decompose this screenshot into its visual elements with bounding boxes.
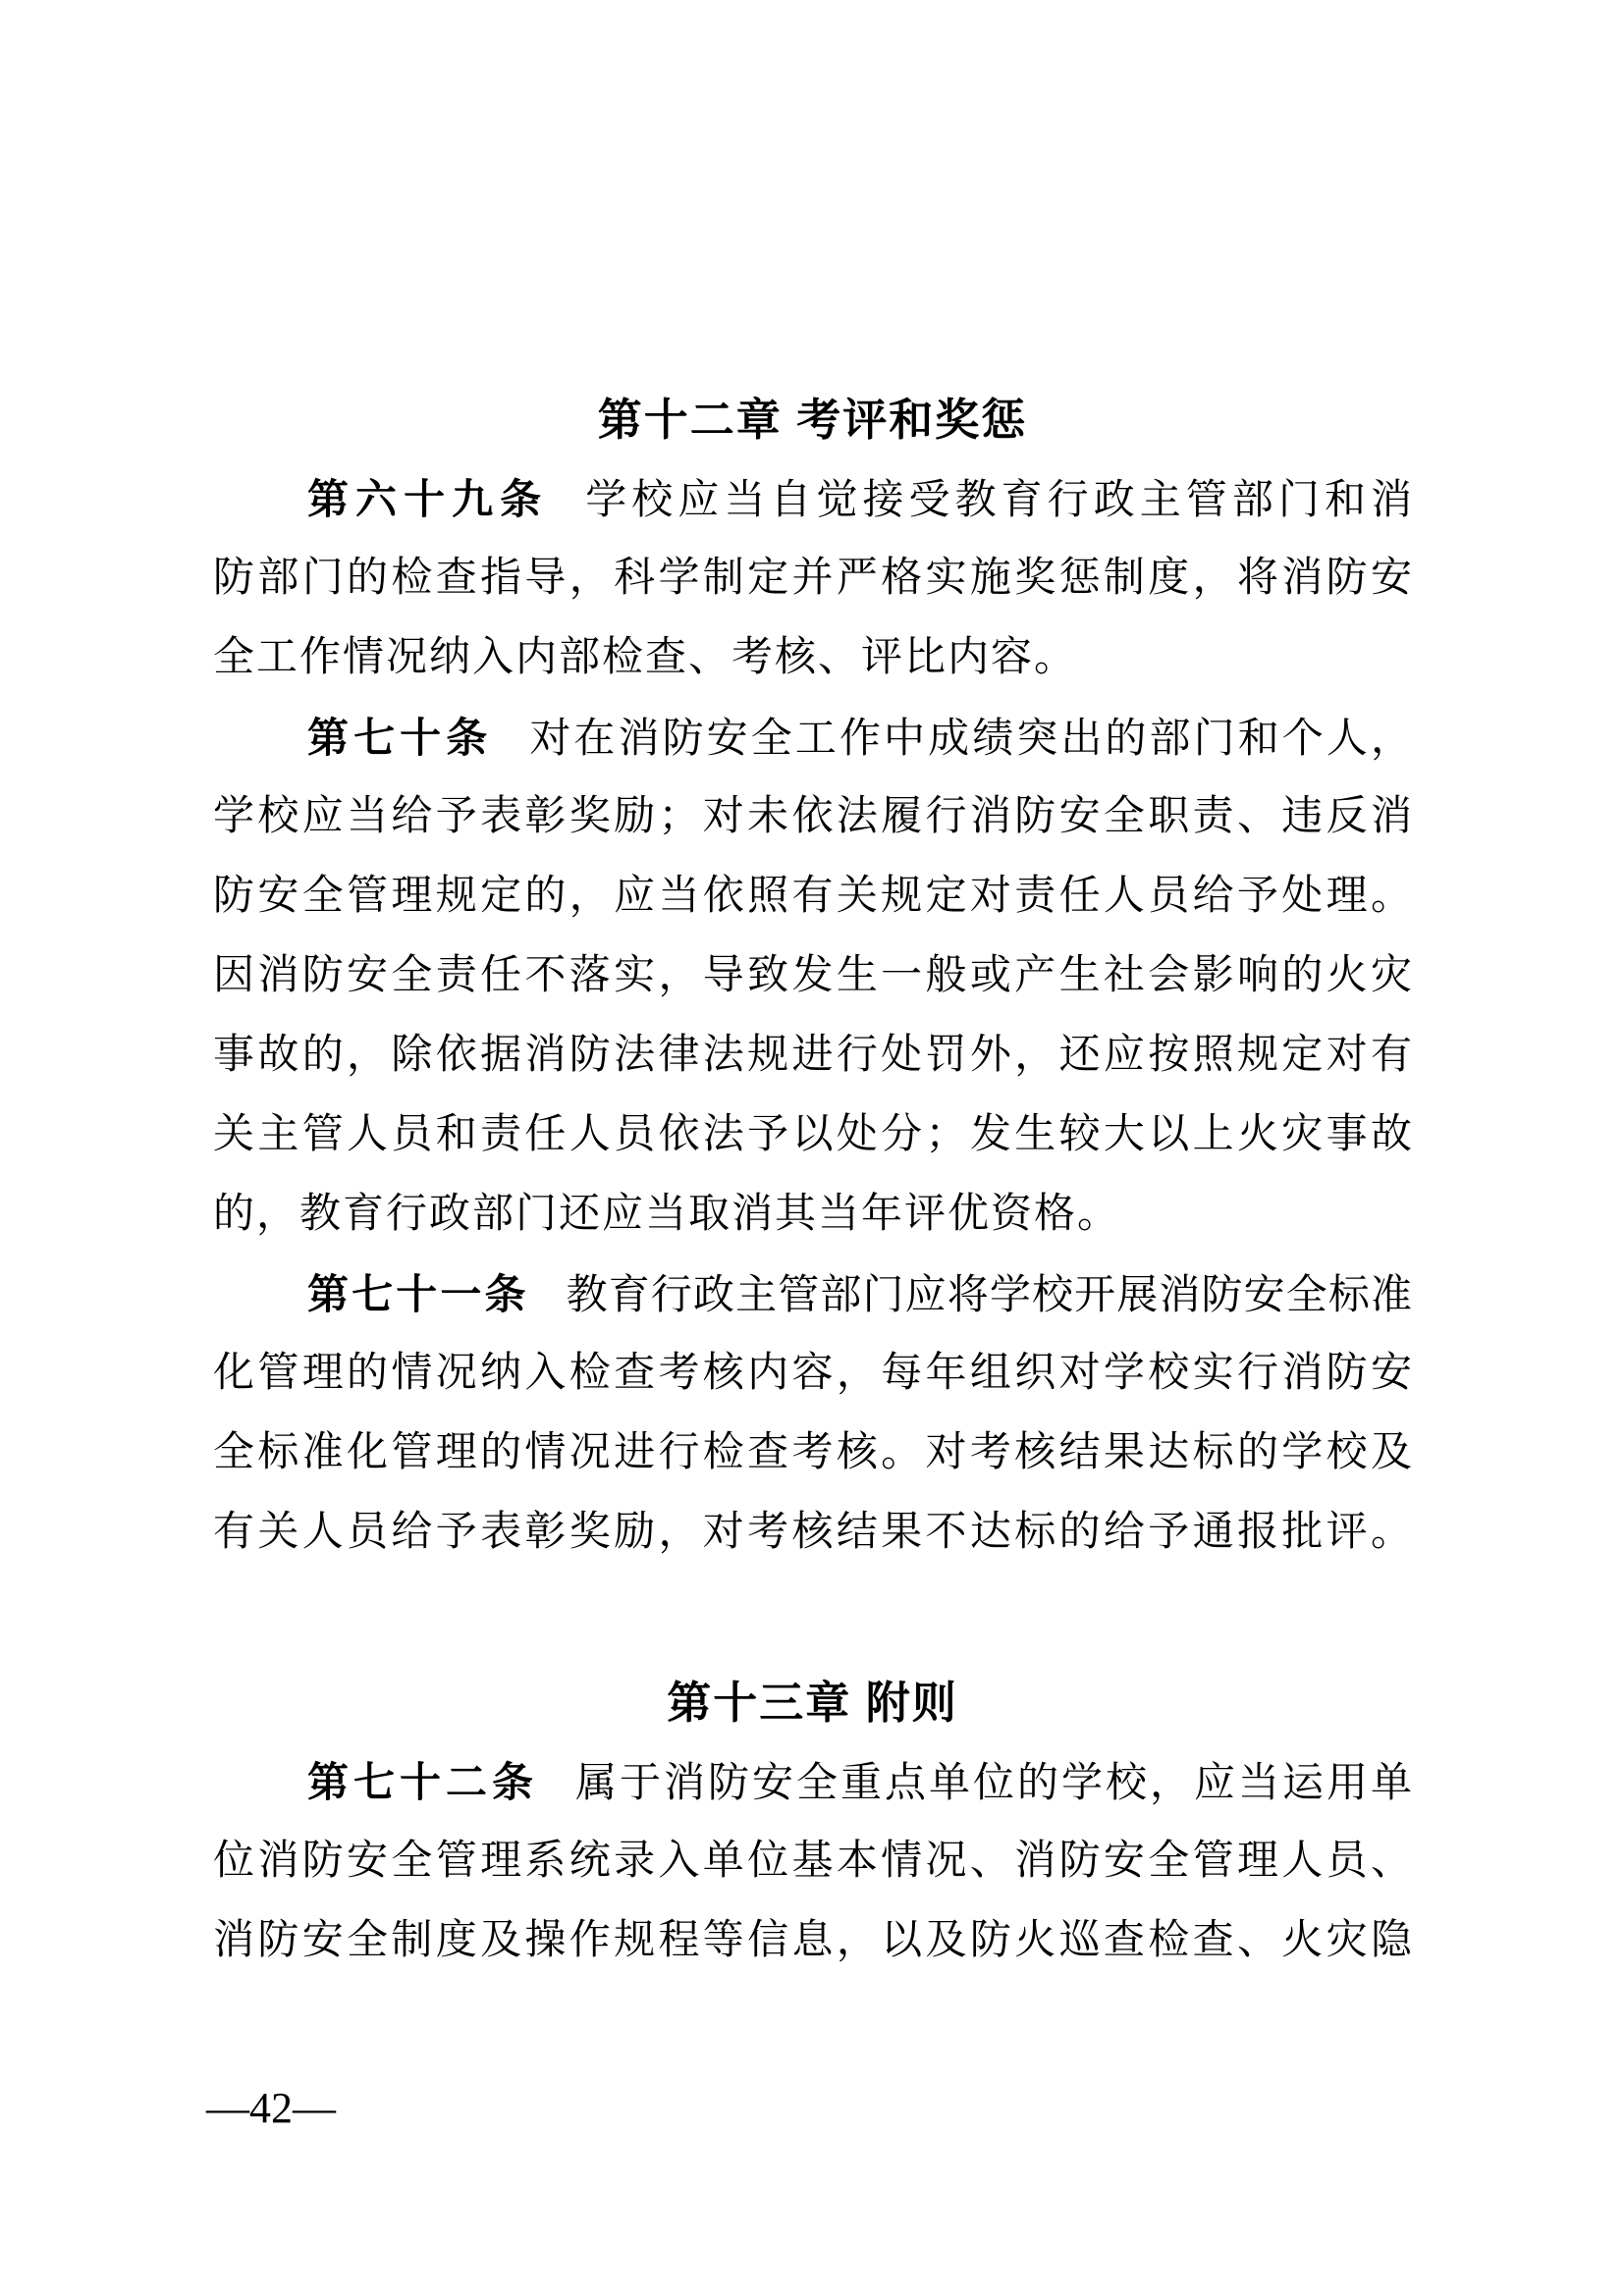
line-text: 关主管人员和责任人员依法予以处分；发生较大以上火灾事故 [213, 1112, 1412, 1157]
article-number: 第七十二条 [307, 1759, 538, 1805]
document-content [213, 380, 1412, 1981]
article-number: 第六十九条 [307, 476, 549, 522]
text-line [213, 1822, 1412, 1901]
line-text: 对在消防安全工作中成绩突出的部门和个人， [529, 717, 1412, 762]
text-line [213, 777, 1412, 857]
text-line [213, 459, 1412, 539]
text-line [213, 618, 1412, 698]
text-line [213, 1493, 1412, 1573]
article-number: 第七十一条 [307, 1271, 529, 1317]
line-text: 第十二章 考评和奖惩 [597, 395, 1028, 445]
text-line [213, 1334, 1412, 1414]
page-number: —42— [206, 2084, 336, 2132]
text-line [213, 1175, 1412, 1255]
text-line [213, 1414, 1412, 1493]
article-number: 第七十条 [307, 715, 493, 761]
chapter-heading [213, 380, 1412, 459]
text-line [213, 1016, 1412, 1095]
line-text: 因消防安全责任不落实，导致发生一般或产生社会影响的火灾 [213, 953, 1412, 998]
line-text: 属于消防安全重点单位的学校，应当运用单 [575, 1761, 1412, 1806]
line-text: 学校应当给予表彰奖励；对未依法履行消防安全职责、违反消 [213, 794, 1412, 839]
line-text: 位消防安全管理系统录入单位基本情况、消防安全管理人员、 [213, 1839, 1412, 1884]
line-text: 全工作情况纳入内部检查、考核、评比内容。 [213, 635, 1078, 680]
line-text: 第十三章 附则 [667, 1678, 958, 1728]
text-line [213, 1095, 1412, 1175]
line-text: 有关人员给予表彰奖励，对考核结果不达标的给予通报批评。 [213, 1510, 1412, 1555]
text-line [213, 1901, 1412, 1981]
line-text: 化管理的情况纳入检查考核内容，每年组织对学校实行消防安 [213, 1351, 1412, 1396]
text-line [213, 698, 1412, 777]
line-text: 的，教育行政部门还应当取消其当年评优资格。 [213, 1192, 1121, 1237]
line-text: 防安全管理规定的，应当依照有关规定对责任人员给予处理。 [213, 874, 1412, 919]
text-line [213, 539, 1412, 618]
line-text: 全标准化管理的情况进行检查考核。对考核结果达标的学校及 [213, 1430, 1412, 1475]
text-line [213, 857, 1412, 936]
chapter-heading [213, 1663, 1412, 1742]
line-text: 事故的，除依据消防法律法规进行处罚外，还应按照规定对有 [213, 1033, 1412, 1078]
line-text: 学校应当自觉接受教育行政主管部门和消 [585, 478, 1412, 523]
line-text: 消防安全制度及操作规程等信息，以及防火巡查检查、火灾隐 [213, 1918, 1412, 1963]
text-line [213, 1255, 1412, 1334]
line-text: 防部门的检查指导，科学制定并严格实施奖惩制度，将消防安 [213, 556, 1412, 601]
text-line [213, 936, 1412, 1016]
line-text: 教育行政主管部门应将学校开展消防安全标准 [566, 1273, 1412, 1318]
text-line [213, 1742, 1412, 1822]
